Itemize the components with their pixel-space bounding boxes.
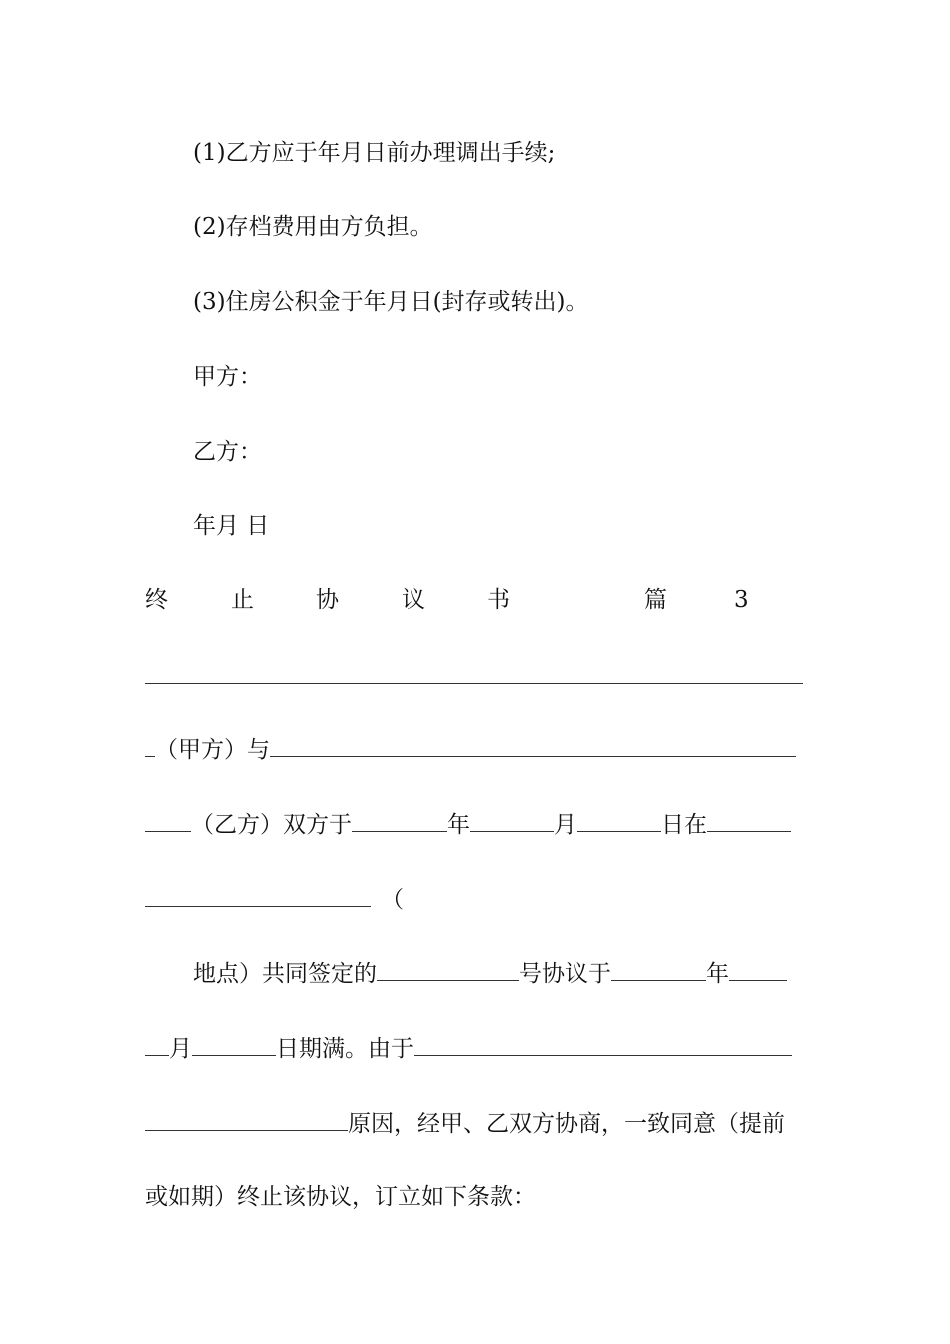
heading-char: 终: [145, 587, 168, 613]
section-heading: [145, 585, 755, 615]
body-text: 月: [169, 1036, 192, 1062]
body-text: 地点）共同签定的: [193, 961, 377, 987]
fill-blank[interactable]: [145, 1033, 169, 1056]
heading-char: 书: [487, 587, 510, 613]
fill-blank[interactable]: [470, 809, 554, 832]
fill-blank[interactable]: [352, 809, 447, 832]
heading-char: 3: [734, 587, 749, 613]
fill-blank[interactable]: [577, 809, 661, 832]
body-line-3: [145, 884, 404, 915]
body-text: 日期满。由于: [276, 1036, 414, 1062]
fill-blank[interactable]: [145, 809, 191, 832]
fill-blank[interactable]: [145, 884, 371, 907]
fill-blank[interactable]: [270, 734, 796, 757]
body-text: 年: [706, 961, 729, 987]
clause-3: (3)住房公积金于年月日(封存或转出)。: [193, 289, 589, 315]
party-a-label: 甲方：: [193, 364, 262, 390]
body-text: 号协议于: [519, 961, 611, 987]
fill-blank[interactable]: [145, 1108, 348, 1131]
fill-blank[interactable]: [145, 734, 155, 757]
body-line-4: [193, 958, 787, 989]
heading-char: 协: [316, 587, 339, 613]
body-line-1: [145, 734, 796, 765]
body-text: （乙方）双方于: [191, 812, 352, 838]
body-text: 月: [554, 812, 577, 838]
date-label: 年月 日: [193, 513, 270, 539]
fill-blank[interactable]: [377, 958, 519, 981]
body-line-7: 或如期）终止该协议，订立如下条款：: [145, 1184, 536, 1210]
body-text: （: [381, 887, 404, 913]
fill-blank[interactable]: [192, 1033, 276, 1056]
body-line-6: [145, 1108, 785, 1139]
fill-blank[interactable]: [729, 958, 787, 981]
party-b-label: 乙方：: [193, 439, 262, 465]
body-text: 原因，经甲、乙双方协商，一致同意（提前: [348, 1111, 785, 1137]
fill-blank[interactable]: [611, 958, 706, 981]
blank-line: [145, 683, 803, 684]
clause-1: (1)乙方应于年月日前办理调出手续;: [193, 140, 556, 166]
body-line-2: [145, 809, 791, 840]
fill-blank[interactable]: [414, 1033, 792, 1056]
body-text: 年: [447, 812, 470, 838]
body-text: 日在: [661, 812, 707, 838]
heading-char: 议: [402, 587, 425, 613]
heading-char: 止: [231, 587, 254, 613]
heading-char: 篇: [644, 587, 667, 613]
body-line-5: [145, 1033, 792, 1064]
fill-blank[interactable]: [707, 809, 791, 832]
body-text: （甲方）与: [155, 737, 270, 763]
clause-2: (2)存档费用由方负担。: [193, 214, 433, 240]
